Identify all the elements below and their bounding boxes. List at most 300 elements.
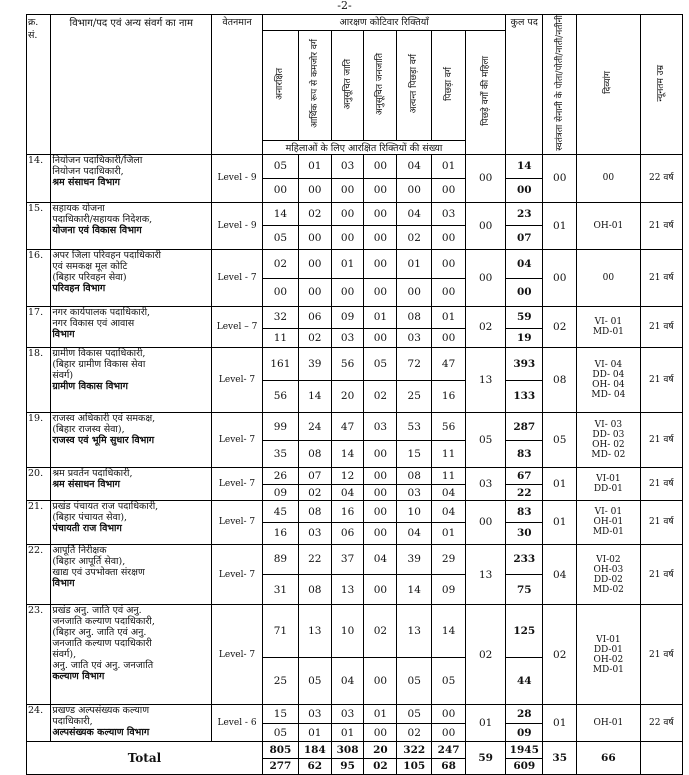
cell-vacancy: 39 <box>298 348 331 381</box>
dept-line: पदाधिकारी, <box>52 716 93 728</box>
dept-line: सहायक योजना <box>52 202 105 214</box>
row-pay-level: Level - 9 <box>212 202 263 250</box>
cell-vacancy: 71 <box>262 605 298 657</box>
row-dept-name <box>51 467 212 501</box>
cell-women-vacancy: 13 <box>331 575 364 605</box>
cell-total-women: 22 <box>506 484 543 500</box>
divyang-line: OH- 04 <box>592 380 625 391</box>
cell-vacancy: 03 <box>364 413 397 441</box>
cell-vacancy: 00 <box>331 202 364 226</box>
dept-line: प्रखंड अनु. जाति एवं अनु. <box>52 605 142 617</box>
dept-line: नगर कार्यपालक पदाधिकारी, <box>52 306 151 318</box>
cell-total-women: 07 <box>506 226 543 250</box>
cell-women-vacancy: 00 <box>331 278 364 306</box>
header-total: कुल पद <box>506 15 543 155</box>
divyang-line: 00 <box>602 273 615 284</box>
total-freedom: 35 <box>543 742 577 775</box>
cell-freedom: 01 <box>543 501 577 544</box>
cell-total: 83 <box>506 501 543 523</box>
divyang-line: OH-02 <box>593 654 624 665</box>
dept-line: (बिहार परिवहन सेवा) <box>52 272 127 284</box>
cell-vacancy: 00 <box>364 154 397 178</box>
cell-freedom: 00 <box>543 250 577 306</box>
cell-total: 287 <box>506 413 543 441</box>
cell-women-vacancy: 03 <box>331 328 364 348</box>
divyang-line: MD-02 <box>592 584 624 595</box>
table-row <box>27 467 683 484</box>
cell-bc-women: 13 <box>466 544 506 605</box>
cell-vacancy: 10 <box>397 501 432 523</box>
cell-women-vacancy: 03 <box>397 328 432 348</box>
cell-vacancy: 00 <box>298 250 331 278</box>
cell-vacancy: 37 <box>331 544 364 574</box>
cell-vacancy: 03 <box>298 705 331 723</box>
cell-women-vacancy: 02 <box>298 328 331 348</box>
table-row <box>27 348 683 381</box>
header-dept: विभाग/पद एवं अन्य संवर्ग का नाम <box>51 15 212 155</box>
header-reservation: आरक्षण कोटिवार रिक्तियाँ <box>262 15 505 31</box>
cell-vacancy: 00 <box>432 250 466 278</box>
divyang-line: MD- 02 <box>591 449 626 460</box>
dept-line: अल्पसंख्यक कल्याण विभाग <box>52 727 150 739</box>
cell-women-vacancy: 00 <box>262 278 298 306</box>
cell-women-vacancy: 00 <box>364 484 397 500</box>
cell-total: 125 <box>506 605 543 657</box>
cell-women-vacancy: 00 <box>397 278 432 306</box>
cell-women-vacancy: 00 <box>397 178 432 202</box>
row-sno: 19. <box>27 413 51 467</box>
header-women-reserved: महिलाओं के लिए आरक्षित रिक्तियों की संख्या <box>262 140 465 154</box>
dept-line: श्रम प्रवर्तन पदाधिकारी, <box>52 467 133 479</box>
cell-vacancy: 01 <box>432 154 466 178</box>
total-vacancy: 247 <box>432 742 466 758</box>
cell-vacancy: 04 <box>397 154 432 178</box>
cell-women-vacancy: 00 <box>364 657 397 705</box>
row-dept-name <box>51 544 212 605</box>
cell-bc-women: 02 <box>466 306 506 347</box>
divyang-line: VI- 04 <box>594 360 623 371</box>
row-sno: 22. <box>27 544 51 605</box>
dept-line: (बिहार पंचायत सेवा), <box>52 512 128 524</box>
cell-vacancy: 08 <box>397 467 432 484</box>
dept-line: राजस्व एवं भूमि सुधार विभाग <box>52 435 155 447</box>
cell-women-vacancy: 04 <box>432 484 466 500</box>
dept-line: पदाधिकारी/सहायक निदेशक, <box>52 213 153 225</box>
grand-total-women: 609 <box>506 758 543 774</box>
cell-divyang <box>577 202 640 250</box>
cell-vacancy: 14 <box>432 605 466 657</box>
cell-min-age: 22 वर्ष <box>640 154 682 202</box>
cell-min-age: 21 वर्ष <box>640 348 682 413</box>
row-pay-level: Level- 7 <box>212 413 263 467</box>
dept-line: कल्याण विभाग <box>52 671 105 683</box>
cell-vacancy: 04 <box>364 544 397 574</box>
cell-women-vacancy: 01 <box>432 522 466 544</box>
row-sno: 24. <box>27 705 51 742</box>
divyang-line: DD- 04 <box>592 370 625 381</box>
cell-vacancy: 53 <box>397 413 432 441</box>
row-dept-name <box>51 202 212 250</box>
cell-women-vacancy: 00 <box>331 178 364 202</box>
row-pay-level: Level - 7 <box>212 250 263 306</box>
cell-women-vacancy: 05 <box>298 657 331 705</box>
cell-total: 233 <box>506 544 543 574</box>
cell-women-vacancy: 00 <box>364 178 397 202</box>
dept-line: पंचायती राज विभाग <box>52 523 122 535</box>
divyang-line: 00 <box>602 173 615 184</box>
dept-line: अनु. जाति एवं अनु. जनजाति <box>52 660 154 672</box>
cell-vacancy: 03 <box>331 705 364 723</box>
total-bc-women: 59 <box>466 742 506 775</box>
total-label: Total <box>27 742 263 775</box>
table-row <box>27 501 683 523</box>
divyang-line: DD- 03 <box>592 429 625 440</box>
cell-vacancy: 01 <box>331 250 364 278</box>
cell-women-vacancy: 00 <box>364 278 397 306</box>
cell-bc-women: 00 <box>466 154 506 202</box>
divyang-line: DD-01 <box>593 644 623 655</box>
cell-total-women: 75 <box>506 575 543 605</box>
cell-bc-women: 00 <box>466 250 506 306</box>
cell-vacancy: 04 <box>397 202 432 226</box>
cell-women-vacancy: 00 <box>331 226 364 250</box>
cell-total-women: 00 <box>506 278 543 306</box>
dept-line: राजस्व अधिकारी एवं समकक्ष, <box>52 413 156 425</box>
dept-line: श्रम संसाधन विभाग <box>52 478 120 490</box>
cell-women-vacancy: 11 <box>262 328 298 348</box>
total-women-vacancy: 105 <box>397 758 432 774</box>
header-cat-ur: अनारक्षित <box>275 67 286 100</box>
divyang-line: VI- 03 <box>594 419 623 430</box>
total-women-vacancy: 02 <box>364 758 397 774</box>
row-sno: 20. <box>27 467 51 501</box>
divyang-line: MD-01 <box>592 527 624 538</box>
row-sno: 18. <box>27 348 51 413</box>
dept-line: विभाग <box>52 328 75 340</box>
page-number: -2- <box>337 0 352 12</box>
cell-bc-women: 00 <box>466 202 506 250</box>
cell-total: 28 <box>506 705 543 723</box>
cell-women-vacancy: 03 <box>397 484 432 500</box>
cell-women-vacancy: 00 <box>432 178 466 202</box>
cell-total-women: 19 <box>506 328 543 348</box>
cell-freedom: 01 <box>543 202 577 250</box>
cell-total-women: 30 <box>506 522 543 544</box>
cell-divyang <box>577 705 640 742</box>
divyang-line: DD-01 <box>593 483 623 494</box>
header-freedom: स्वतंत्रता सेनानी के पोता/पोती/नाती/नतीनी <box>554 15 565 151</box>
header-cat-bcw: पिछड़े वर्गों की महिला <box>480 56 491 126</box>
cell-women-vacancy: 00 <box>364 328 397 348</box>
cell-divyang <box>577 467 640 501</box>
dept-line: ग्रामीण विकास विभाग <box>52 381 128 393</box>
cell-divyang <box>577 413 640 467</box>
cell-freedom: 04 <box>543 544 577 605</box>
table-row <box>27 250 683 278</box>
cell-min-age: 21 वर्ष <box>640 605 682 705</box>
total-vacancy: 805 <box>262 742 298 758</box>
cell-vacancy: 11 <box>432 467 466 484</box>
header-cat-sc: अनुसूचित जाति <box>342 58 353 110</box>
cell-vacancy: 72 <box>397 348 432 381</box>
divyang-line: VI-01 <box>596 473 621 484</box>
table-row <box>27 605 683 657</box>
cell-vacancy: 01 <box>397 250 432 278</box>
dept-line: (बिहार राजस्व सेवा), <box>52 424 125 436</box>
dept-line: नियोजन पदाधिकारी, <box>52 165 124 177</box>
cell-women-vacancy: 05 <box>262 226 298 250</box>
cell-min-age: 21 वर्ष <box>640 250 682 306</box>
dept-line: नियोजन पदाधिकारी/जिला <box>52 154 143 166</box>
grand-total: 1945 <box>506 742 543 758</box>
row-pay-level: Level- 7 <box>212 544 263 605</box>
cell-total: 14 <box>506 154 543 178</box>
cell-women-vacancy: 00 <box>432 226 466 250</box>
cell-vacancy: 02 <box>364 605 397 657</box>
cell-divyang <box>577 501 640 544</box>
row-pay-level: Level- 7 <box>212 467 263 501</box>
dept-line: नगर विकास एवं आवास <box>52 317 135 329</box>
cell-women-vacancy: 20 <box>331 380 364 413</box>
cell-freedom: 05 <box>543 413 577 467</box>
cell-women-vacancy: 25 <box>397 380 432 413</box>
cell-women-vacancy: 15 <box>397 441 432 467</box>
dept-line: (बिहार ग्रामीण विकास सेवा <box>52 359 146 371</box>
cell-total-women: 00 <box>506 178 543 202</box>
cell-women-vacancy: 05 <box>397 657 432 705</box>
row-pay-level: Level - 6 <box>212 705 263 742</box>
table-row <box>27 413 683 441</box>
dept-line: जनजाति कल्याण पदाधिकारी <box>52 638 152 650</box>
cell-women-vacancy: 56 <box>262 380 298 413</box>
cell-women-vacancy: 00 <box>432 278 466 306</box>
dept-line: खाद्य एवं उपभोक्ता संरक्षण <box>52 566 145 578</box>
row-dept-name <box>51 250 212 306</box>
total-vacancy: 308 <box>331 742 364 758</box>
cell-vacancy: 05 <box>397 705 432 723</box>
header-pay: वेतनमान <box>212 15 263 155</box>
cell-women-vacancy: 03 <box>298 522 331 544</box>
cell-women-vacancy: 01 <box>298 723 331 741</box>
cell-min-age: 21 वर्ष <box>640 413 682 467</box>
header-cat-ews: आर्थिक रूप से कमजोर वर्ग <box>309 39 320 129</box>
dept-line: श्रम संसाधन विभाग <box>52 176 120 188</box>
cell-women-vacancy: 02 <box>397 723 432 741</box>
table-row <box>27 544 683 574</box>
divyang-line: VI-02 <box>596 554 621 565</box>
cell-women-vacancy: 04 <box>331 657 364 705</box>
cell-vacancy: 89 <box>262 544 298 574</box>
cell-freedom: 00 <box>543 154 577 202</box>
total-vacancy: 322 <box>397 742 432 758</box>
cell-women-vacancy: 08 <box>298 441 331 467</box>
row-sno: 14. <box>27 154 51 202</box>
vacancy-table <box>26 14 683 775</box>
divyang-line: OH-01 <box>593 718 624 729</box>
cell-women-vacancy: 14 <box>397 575 432 605</box>
dept-line: (बिहार अनु. जाति एवं अनु. <box>52 627 147 639</box>
dept-line: एवं समकक्ष मूल कोटि <box>52 261 128 273</box>
cell-women-vacancy: 04 <box>331 484 364 500</box>
row-sno: 15. <box>27 202 51 250</box>
row-dept-name <box>51 605 212 705</box>
cell-vacancy: 03 <box>331 154 364 178</box>
divyang-line: VI- 01 <box>594 316 623 327</box>
header-cat-bc: पिछड़ा वर्ग <box>443 66 454 101</box>
cell-total-women: 133 <box>506 380 543 413</box>
cell-vacancy: 14 <box>262 202 298 226</box>
dept-line: ग्रामीण विकास पदाधिकारी, <box>52 348 146 360</box>
divyang-line: MD-01 <box>592 326 624 337</box>
total-vacancy: 20 <box>364 742 397 758</box>
cell-women-vacancy: 25 <box>262 657 298 705</box>
divyang-line: OH-03 <box>593 564 624 575</box>
cell-women-vacancy: 00 <box>432 723 466 741</box>
cell-women-vacancy: 02 <box>364 380 397 413</box>
cell-min-age: 21 वर्ष <box>640 501 682 544</box>
table-row <box>27 154 683 178</box>
header-cat-st: अनुसूचित जनजाति <box>375 52 386 115</box>
cell-women-vacancy: 16 <box>262 522 298 544</box>
cell-women-vacancy: 00 <box>364 522 397 544</box>
cell-divyang <box>577 306 640 347</box>
cell-total-women: 44 <box>506 657 543 705</box>
row-pay-level: Level- 7 <box>212 605 263 705</box>
cell-vacancy: 10 <box>331 605 364 657</box>
cell-vacancy: 56 <box>331 348 364 381</box>
row-sno: 17. <box>27 306 51 347</box>
cell-vacancy: 39 <box>397 544 432 574</box>
cell-women-vacancy: 00 <box>262 178 298 202</box>
cell-women-vacancy: 05 <box>432 657 466 705</box>
cell-freedom: 02 <box>543 306 577 347</box>
total-women-vacancy: 95 <box>331 758 364 774</box>
total-age-empty <box>640 742 682 775</box>
cell-vacancy: 56 <box>432 413 466 441</box>
cell-vacancy: 02 <box>262 250 298 278</box>
dept-line: योजना एवं विकास विभाग <box>52 224 142 236</box>
dept-line: अपर जिला परिवहन पदाधिकारी <box>52 250 161 262</box>
cell-women-vacancy: 00 <box>364 226 397 250</box>
cell-women-vacancy: 08 <box>298 575 331 605</box>
row-dept-name <box>51 306 212 347</box>
divyang-line: OH-01 <box>593 517 624 528</box>
cell-vacancy: 26 <box>262 467 298 484</box>
cell-women-vacancy: 00 <box>364 575 397 605</box>
row-pay-level: Level - 9 <box>212 154 263 202</box>
divyang-line: MD- 04 <box>591 390 626 401</box>
cell-divyang <box>577 154 640 202</box>
cell-vacancy: 01 <box>364 306 397 328</box>
cell-bc-women: 00 <box>466 501 506 544</box>
table-row <box>27 202 683 226</box>
dept-line: संवर्ग), <box>52 649 77 661</box>
header-min-age: न्यूनतम उम्र <box>656 64 667 102</box>
total-women-vacancy: 68 <box>432 758 466 774</box>
cell-women-vacancy: 00 <box>432 328 466 348</box>
total-vacancy: 184 <box>298 742 331 758</box>
cell-vacancy: 04 <box>432 501 466 523</box>
total-divyang: 66 <box>577 742 640 775</box>
cell-vacancy: 08 <box>298 501 331 523</box>
cell-divyang <box>577 250 640 306</box>
row-sno: 23. <box>27 605 51 705</box>
cell-women-vacancy: 14 <box>298 380 331 413</box>
row-pay-level: Level- 7 <box>212 348 263 413</box>
cell-total: 59 <box>506 306 543 328</box>
divyang-line: MD-01 <box>592 664 624 675</box>
dept-line: (बिहार आपूर्ति सेवा), <box>52 555 126 567</box>
cell-vacancy: 05 <box>262 154 298 178</box>
row-dept-name <box>51 348 212 413</box>
cell-vacancy: 01 <box>364 705 397 723</box>
cell-divyang <box>577 544 640 605</box>
cell-divyang <box>577 605 640 705</box>
cell-vacancy: 13 <box>298 605 331 657</box>
divyang-line: DD-02 <box>593 574 623 585</box>
cell-women-vacancy: 01 <box>331 723 364 741</box>
cell-total-women: 09 <box>506 723 543 741</box>
cell-vacancy: 00 <box>432 705 466 723</box>
row-sno: 16. <box>27 250 51 306</box>
cell-vacancy: 32 <box>262 306 298 328</box>
cell-vacancy: 13 <box>397 605 432 657</box>
divyang-line: OH- 02 <box>592 439 625 450</box>
cell-vacancy: 29 <box>432 544 466 574</box>
dept-line: जनजाति कल्याण पदाधिकारी, <box>52 616 155 628</box>
cell-women-vacancy: 31 <box>262 575 298 605</box>
cell-women-vacancy: 11 <box>432 441 466 467</box>
row-dept-name <box>51 154 212 202</box>
cell-vacancy: 00 <box>364 202 397 226</box>
cell-vacancy: 99 <box>262 413 298 441</box>
cell-vacancy: 03 <box>432 202 466 226</box>
row-pay-level: Level – 7 <box>212 306 263 347</box>
row-sno: 21. <box>27 501 51 544</box>
table-row <box>27 306 683 328</box>
cell-women-vacancy: 00 <box>364 723 397 741</box>
cell-vacancy: 00 <box>364 467 397 484</box>
cell-total: 67 <box>506 467 543 484</box>
header-cat-ebc: अत्यन्त पिछड़ा वर्ग <box>409 54 420 114</box>
cell-women-vacancy: 16 <box>432 380 466 413</box>
divyang-line: VI-01 <box>596 634 621 645</box>
cell-vacancy: 12 <box>331 467 364 484</box>
header-sno: क्र. सं. <box>27 15 51 155</box>
dept-line: संवर्ग) <box>52 370 74 382</box>
cell-vacancy: 02 <box>298 202 331 226</box>
cell-vacancy: 15 <box>262 705 298 723</box>
cell-vacancy: 00 <box>364 501 397 523</box>
cell-divyang <box>577 348 640 413</box>
cell-vacancy: 47 <box>331 413 364 441</box>
dept-line: प्रखण्ड अल्पसंख्यक कल्याण <box>52 705 150 717</box>
cell-women-vacancy: 05 <box>262 723 298 741</box>
cell-vacancy: 09 <box>331 306 364 328</box>
cell-women-vacancy: 09 <box>432 575 466 605</box>
cell-vacancy: 07 <box>298 467 331 484</box>
cell-freedom: 08 <box>543 348 577 413</box>
cell-min-age: 21 वर्ष <box>640 467 682 501</box>
cell-vacancy: 00 <box>364 250 397 278</box>
row-dept-name <box>51 413 212 467</box>
cell-vacancy: 01 <box>432 306 466 328</box>
cell-total-women: 83 <box>506 441 543 467</box>
cell-min-age: 21 वर्ष <box>640 202 682 250</box>
cell-women-vacancy: 02 <box>397 226 432 250</box>
cell-vacancy: 05 <box>364 348 397 381</box>
cell-vacancy: 22 <box>298 544 331 574</box>
